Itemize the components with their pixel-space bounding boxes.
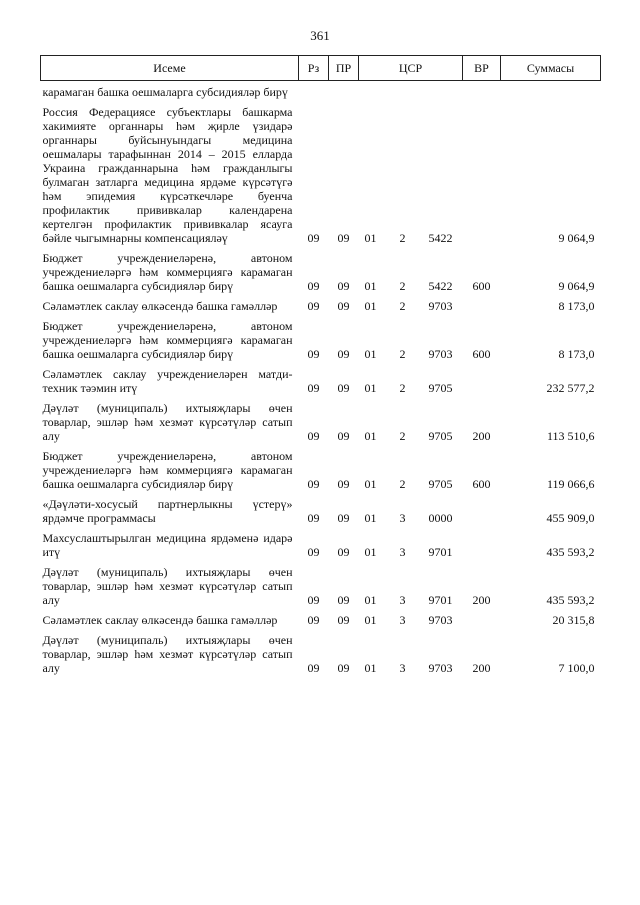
row-csr <box>359 295 463 315</box>
row-csr-part3: 9703 <box>428 347 453 361</box>
row-name: Бюджет учреждениеләренә, автоном учреждениеләргә һәм коммерциягә карамаган башка оешмаларга субсидияләр бирү <box>42 319 293 361</box>
row-csr-part1: 01 <box>364 477 377 491</box>
row-csr <box>359 629 463 677</box>
row-csr-part3: 9705 <box>428 381 453 395</box>
table-body <box>41 81 601 678</box>
row-sum <box>501 81 601 102</box>
row-rz: 09 <box>307 477 320 491</box>
row-csr-part3: 9703 <box>428 613 453 627</box>
row-sum: 232 577,2 <box>546 381 595 395</box>
table-row <box>41 397 601 445</box>
row-csr-part2: 2 <box>399 429 406 443</box>
row-vr: 200 <box>472 661 491 675</box>
row-name: Бюджет учреждениеләренә, автоном учреждениеләргә һәм коммерциягә карамаган башка оешмаларга субсидияләр бирү <box>42 251 293 293</box>
header-vr: ВР <box>463 56 501 81</box>
row-csr-part3: 9703 <box>428 299 453 313</box>
row-csr-part3: 5422 <box>428 231 453 245</box>
header-pr: ПР <box>329 56 359 81</box>
table-header <box>41 56 601 81</box>
row-csr-part3: 9701 <box>428 545 453 559</box>
row-csr-part3: 0000 <box>428 511 453 525</box>
row-rz: 09 <box>307 347 320 361</box>
row-csr <box>359 315 463 363</box>
row-csr-part1: 01 <box>364 613 377 627</box>
row-vr: 200 <box>472 593 491 607</box>
table-row <box>41 493 601 527</box>
row-vr <box>463 609 501 629</box>
row-vr <box>463 101 501 247</box>
row-vr <box>463 363 501 397</box>
row-csr-part2: 2 <box>399 477 406 491</box>
row-csr <box>359 445 463 493</box>
row-sum: 435 593,2 <box>546 545 595 559</box>
table-row <box>41 295 601 315</box>
row-vr <box>463 527 501 561</box>
row-csr-part1: 01 <box>364 511 377 525</box>
row-pr: 09 <box>337 511 350 525</box>
row-vr <box>463 81 501 102</box>
row-pr <box>329 81 359 102</box>
row-rz: 09 <box>307 613 320 627</box>
row-csr <box>359 81 463 102</box>
page-number: 361 <box>310 28 330 43</box>
row-rz: 09 <box>307 299 320 313</box>
row-csr-part3: 9705 <box>428 429 453 443</box>
row-csr-part1: 01 <box>364 279 377 293</box>
row-name: Дәүләт (муниципаль) ихтыяҗлары өчен товарлар, эшләр һәм хезмәт күрсәтүләр сатып алу <box>42 401 293 443</box>
row-csr-part2: 2 <box>399 381 406 395</box>
row-name: Сәламәтлек саклау учреждениеләрен матди-техник тәэмин итү <box>42 367 293 395</box>
row-csr-part2: 2 <box>399 231 406 245</box>
row-csr <box>359 397 463 445</box>
row-csr-part1: 01 <box>364 545 377 559</box>
table-row <box>41 315 601 363</box>
row-vr: 600 <box>472 347 491 361</box>
row-csr-part2: 3 <box>399 545 406 559</box>
header-csr: ЦСР <box>359 56 463 81</box>
row-csr <box>359 247 463 295</box>
row-sum: 8 173,0 <box>558 347 595 361</box>
row-rz: 09 <box>307 545 320 559</box>
row-pr: 09 <box>337 279 350 293</box>
row-name: Махсуслаштырылган медицина ярдәменә идарә итү <box>42 531 293 559</box>
row-csr <box>359 527 463 561</box>
row-pr: 09 <box>337 613 350 627</box>
row-rz: 09 <box>307 381 320 395</box>
row-sum: 7 100,0 <box>558 661 595 675</box>
table-row <box>41 609 601 629</box>
row-csr-part3: 9703 <box>428 661 453 675</box>
row-csr-part2: 3 <box>399 511 406 525</box>
row-rz: 09 <box>307 231 320 245</box>
table-row <box>41 101 601 247</box>
row-csr-part2: 3 <box>399 593 406 607</box>
table-row <box>41 561 601 609</box>
row-csr-part2: 2 <box>399 347 406 361</box>
row-name: Сәламәтлек саклау өлкәсендә башка гамәлләр <box>42 613 278 627</box>
row-sum: 113 510,6 <box>546 429 595 443</box>
row-name: «Дәүләти-хосусый партнерлыкны үстерү» ярдәмче программасы <box>42 497 293 525</box>
row-rz: 09 <box>307 661 320 675</box>
row-sum: 9 064,9 <box>558 279 595 293</box>
table-row <box>41 445 601 493</box>
row-pr: 09 <box>337 593 350 607</box>
row-csr <box>359 561 463 609</box>
row-csr <box>359 493 463 527</box>
table-row <box>41 629 601 677</box>
row-sum: 435 593,2 <box>546 593 595 607</box>
row-csr-part1: 01 <box>364 429 377 443</box>
row-sum: 8 173,0 <box>558 299 595 313</box>
row-csr-part1: 01 <box>364 347 377 361</box>
row-sum: 455 909,0 <box>546 511 595 525</box>
row-name: Дәүләт (муниципаль) ихтыяҗлары өчен товарлар, эшләр һәм хезмәт күрсәтүләр сатып алу <box>42 633 293 675</box>
table-row <box>41 247 601 295</box>
row-csr-part1: 01 <box>364 381 377 395</box>
row-name: Россия Федерациясе субъектлары башкарма хакимияте органнары һәм җирле үзидарә органнары буйсынуындагы медицина оешмалары тарафыннан 2014 – 2015 елларда Украина гражданнарына һәм гражданлыгы булмаган затларга медицина ярдәме күрсәтүгә һәм эпидемия күрсәткечләре буенча профилактик прививкалар календарена кертелгән профилактик прививкалар ясауга бәйле чыгымнарны компенсацияләү <box>42 105 293 245</box>
row-vr <box>463 295 501 315</box>
row-pr: 09 <box>337 381 350 395</box>
row-csr-part2: 3 <box>399 613 406 627</box>
budget-table <box>40 55 601 677</box>
table-row <box>41 363 601 397</box>
row-rz: 09 <box>307 429 320 443</box>
row-csr-part1: 01 <box>364 231 377 245</box>
row-pr: 09 <box>337 231 350 245</box>
row-name: Сәламәтлек саклау өлкәсендә башка гамәлләр <box>42 299 278 313</box>
row-csr-part3: 5422 <box>428 279 453 293</box>
row-csr <box>359 101 463 247</box>
row-vr: 200 <box>472 429 491 443</box>
row-csr-part3: 9701 <box>428 593 453 607</box>
header-sum: Суммасы <box>501 56 601 81</box>
row-csr-part1: 01 <box>364 593 377 607</box>
row-csr-part1: 01 <box>364 661 377 675</box>
row-rz <box>299 81 329 102</box>
row-name: Дәүләт (муниципаль) ихтыяҗлары өчен товарлар, эшләр һәм хезмәт күрсәтүләр сатып алу <box>42 565 293 607</box>
row-vr: 600 <box>472 477 491 491</box>
row-vr <box>463 493 501 527</box>
row-csr <box>359 609 463 629</box>
row-csr <box>359 363 463 397</box>
row-vr: 600 <box>472 279 491 293</box>
row-name: Бюджет учреждениеләренә, автоном учреждениеләргә һәм коммерциягә карамаган башка оешмаларга субсидияләр бирү <box>42 449 293 491</box>
row-csr-part2: 2 <box>399 279 406 293</box>
row-pr: 09 <box>337 545 350 559</box>
row-pr: 09 <box>337 661 350 675</box>
row-csr-part2: 3 <box>399 661 406 675</box>
row-sum: 20 315,8 <box>552 613 595 627</box>
row-pr: 09 <box>337 299 350 313</box>
row-rz: 09 <box>307 511 320 525</box>
row-pr: 09 <box>337 429 350 443</box>
table-row <box>41 527 601 561</box>
row-csr-part3: 9705 <box>428 477 453 491</box>
row-csr-part1: 01 <box>364 299 377 313</box>
header-rz: Рз <box>299 56 329 81</box>
row-sum: 9 064,9 <box>558 231 595 245</box>
table-row <box>41 81 601 102</box>
row-name: карамаган башка оешмаларга субсидияләр бирү <box>42 85 288 99</box>
header-name: Исеме <box>41 56 299 81</box>
row-pr: 09 <box>337 477 350 491</box>
row-pr: 09 <box>337 347 350 361</box>
row-csr-part2: 2 <box>399 299 406 313</box>
row-rz: 09 <box>307 593 320 607</box>
row-sum: 119 066,6 <box>546 477 595 491</box>
row-rz: 09 <box>307 279 320 293</box>
